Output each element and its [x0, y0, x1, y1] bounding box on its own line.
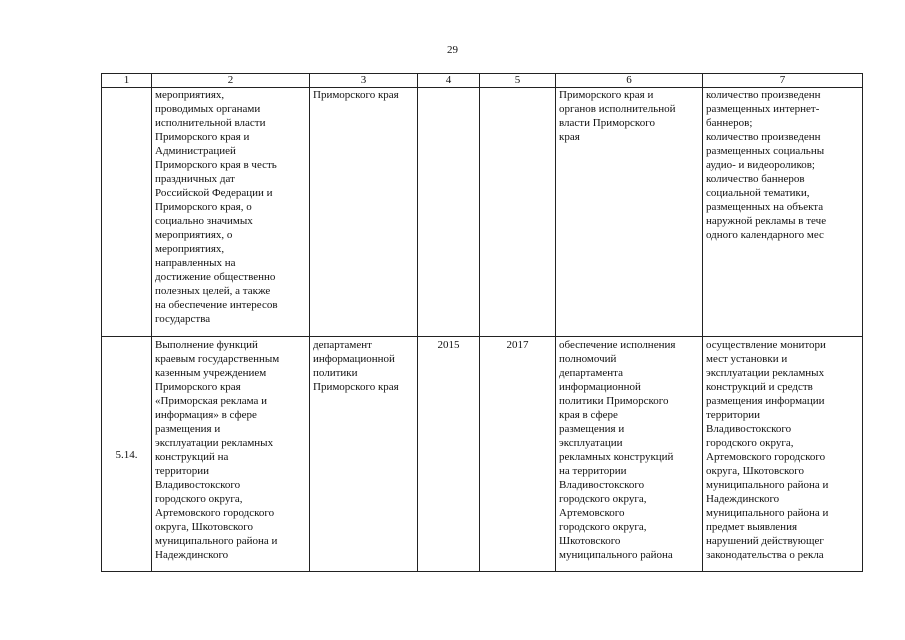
end-year-cell: 2017	[480, 337, 556, 572]
cell-line: информация» в сфере	[155, 409, 257, 421]
row-number: 5.14.	[102, 337, 152, 572]
cell-line: муниципального района и	[706, 507, 829, 519]
cell-line: баннеров;	[706, 117, 753, 129]
cell-line: краевым государственным	[155, 353, 280, 365]
header-cell: 1	[102, 74, 152, 88]
cell-line: на территории	[559, 465, 627, 477]
start-year-cell	[418, 88, 480, 337]
cell-line: социальной тематики,	[706, 187, 810, 199]
table-header-row	[102, 74, 863, 88]
cell-line: Шкотовского	[559, 535, 621, 547]
cell-line: края	[559, 131, 580, 143]
cell-line: мероприятиях, о	[155, 229, 233, 241]
cell-line: размещения и	[155, 423, 221, 435]
cell-line: городского округа,	[155, 493, 243, 505]
cell-line: конструкций и средств	[706, 381, 813, 393]
cell-line: нарушений действующег	[706, 535, 824, 547]
responsible-cell	[310, 337, 418, 572]
cell-line: проводимых органами	[155, 103, 261, 115]
cell-line: муниципального района и	[155, 535, 278, 547]
cell-line: Приморского края и	[155, 131, 250, 143]
indicator-cell	[703, 337, 863, 572]
cell-line: Артемовского	[559, 507, 625, 519]
cell-line: Артемовского городского	[155, 507, 275, 519]
cell-line: полезных целей, а также	[155, 285, 271, 297]
cell-line: Владивостокского	[155, 479, 241, 491]
cell-line: информационной	[559, 381, 641, 393]
cell-line: городского округа,	[559, 521, 647, 533]
cell-line: Приморского края	[313, 89, 399, 101]
cell-line: округа, Шкотовского	[706, 465, 805, 477]
cell-line: размещенных интернет-	[706, 103, 820, 115]
cell-line: аудио- и видеороликов;	[706, 159, 815, 171]
cell-line: Надеждинского	[155, 549, 229, 561]
cell-line: Владивостокского	[706, 423, 792, 435]
cell-line: политики	[313, 367, 358, 379]
cell-line: политики Приморского	[559, 395, 669, 407]
activity-cell	[152, 88, 310, 337]
page-number: 29	[447, 44, 458, 56]
cell-line: направленных на	[155, 257, 236, 269]
cell-line: количество произведенн	[706, 89, 821, 101]
header-cell: 2	[152, 74, 310, 88]
cell-line: муниципального района и	[706, 479, 829, 491]
cell-line: городского округа,	[559, 493, 647, 505]
cell-line: достижение общественно	[155, 271, 276, 283]
cell-line: городского округа,	[706, 437, 794, 449]
cell-line: одного календарного мес	[706, 229, 824, 241]
cell-line: размещения информации	[706, 395, 825, 407]
cell-line: территории	[706, 409, 761, 421]
cell-line: конструкций на	[155, 451, 229, 463]
cell-line: мероприятиях,	[155, 89, 225, 101]
cell-line: власти Приморского	[559, 117, 655, 129]
cell-line: на обеспечение интересов	[155, 299, 278, 311]
cell-line: Приморского края	[313, 381, 399, 393]
cell-line: размещенных на объекта	[706, 201, 824, 213]
plan-table	[101, 73, 863, 572]
cell-line: Выполнение функций	[155, 339, 258, 351]
header-cell: 3	[310, 74, 418, 88]
cell-line: праздничных дат	[155, 173, 235, 185]
cell-line: округа, Шкотовского	[155, 521, 254, 533]
end-year-cell	[480, 88, 556, 337]
cell-line: эксплуатации рекламных	[706, 367, 825, 379]
table-row	[102, 88, 863, 337]
cell-line: осуществление монитори	[706, 339, 826, 351]
header-cell: 5	[480, 74, 556, 88]
cell-line: исполнительной власти	[155, 117, 266, 129]
cell-line: предмет выявления	[706, 521, 798, 533]
cell-line: законодательства о рекла	[706, 549, 824, 561]
cell-line: информационной	[313, 353, 395, 365]
cell-line: обеспечение исполнения	[559, 339, 676, 351]
header-cell: 4	[418, 74, 480, 88]
cell-line: Приморского края и	[559, 89, 654, 101]
cell-line: эксплуатации рекламных	[155, 437, 274, 449]
row-number	[102, 88, 152, 337]
responsible-cell	[310, 88, 418, 337]
cell-line: социально значимых	[155, 215, 253, 227]
cell-line: муниципального района	[559, 549, 673, 561]
indicator-cell	[703, 88, 863, 337]
result-cell	[556, 88, 703, 337]
cell-line: мест установки и	[706, 353, 788, 365]
cell-line: полномочий	[559, 353, 617, 365]
cell-line: размещения и	[559, 423, 625, 435]
activity-cell	[152, 337, 310, 572]
cell-line: Артемовского городского	[706, 451, 826, 463]
cell-line: Администрацией	[155, 145, 236, 157]
cell-line: органов исполнительной	[559, 103, 676, 115]
header-cell: 7	[703, 74, 863, 88]
cell-line: Российской Федерации и	[155, 187, 273, 199]
cell-line: наружной рекламы в тече	[706, 215, 827, 227]
result-cell	[556, 337, 703, 572]
cell-line: департамент	[313, 339, 372, 351]
cell-line: «Приморская реклама и	[155, 395, 268, 407]
cell-line: количество баннеров	[706, 173, 805, 185]
cell-line: эксплуатации	[559, 437, 623, 449]
cell-line: количество произведенн	[706, 131, 821, 143]
cell-line: Надеждинского	[706, 493, 780, 505]
header-cell: 6	[556, 74, 703, 88]
cell-line: государства	[155, 313, 211, 325]
cell-line: Приморского края	[155, 381, 241, 393]
cell-line: мероприятиях,	[155, 243, 225, 255]
cell-line: рекламных конструкций	[559, 451, 674, 463]
start-year-cell: 2015	[418, 337, 480, 572]
cell-line: Приморского края в честь	[155, 159, 277, 171]
cell-line: размещенных социальны	[706, 145, 825, 157]
cell-line: Приморского края, о	[155, 201, 252, 213]
cell-line: территории	[155, 465, 210, 477]
cell-line: департамента	[559, 367, 623, 379]
table-row	[102, 337, 863, 572]
cell-line: Владивостокского	[559, 479, 645, 491]
cell-line: казенным учреждением	[155, 367, 267, 379]
cell-line: края в сфере	[559, 409, 618, 421]
